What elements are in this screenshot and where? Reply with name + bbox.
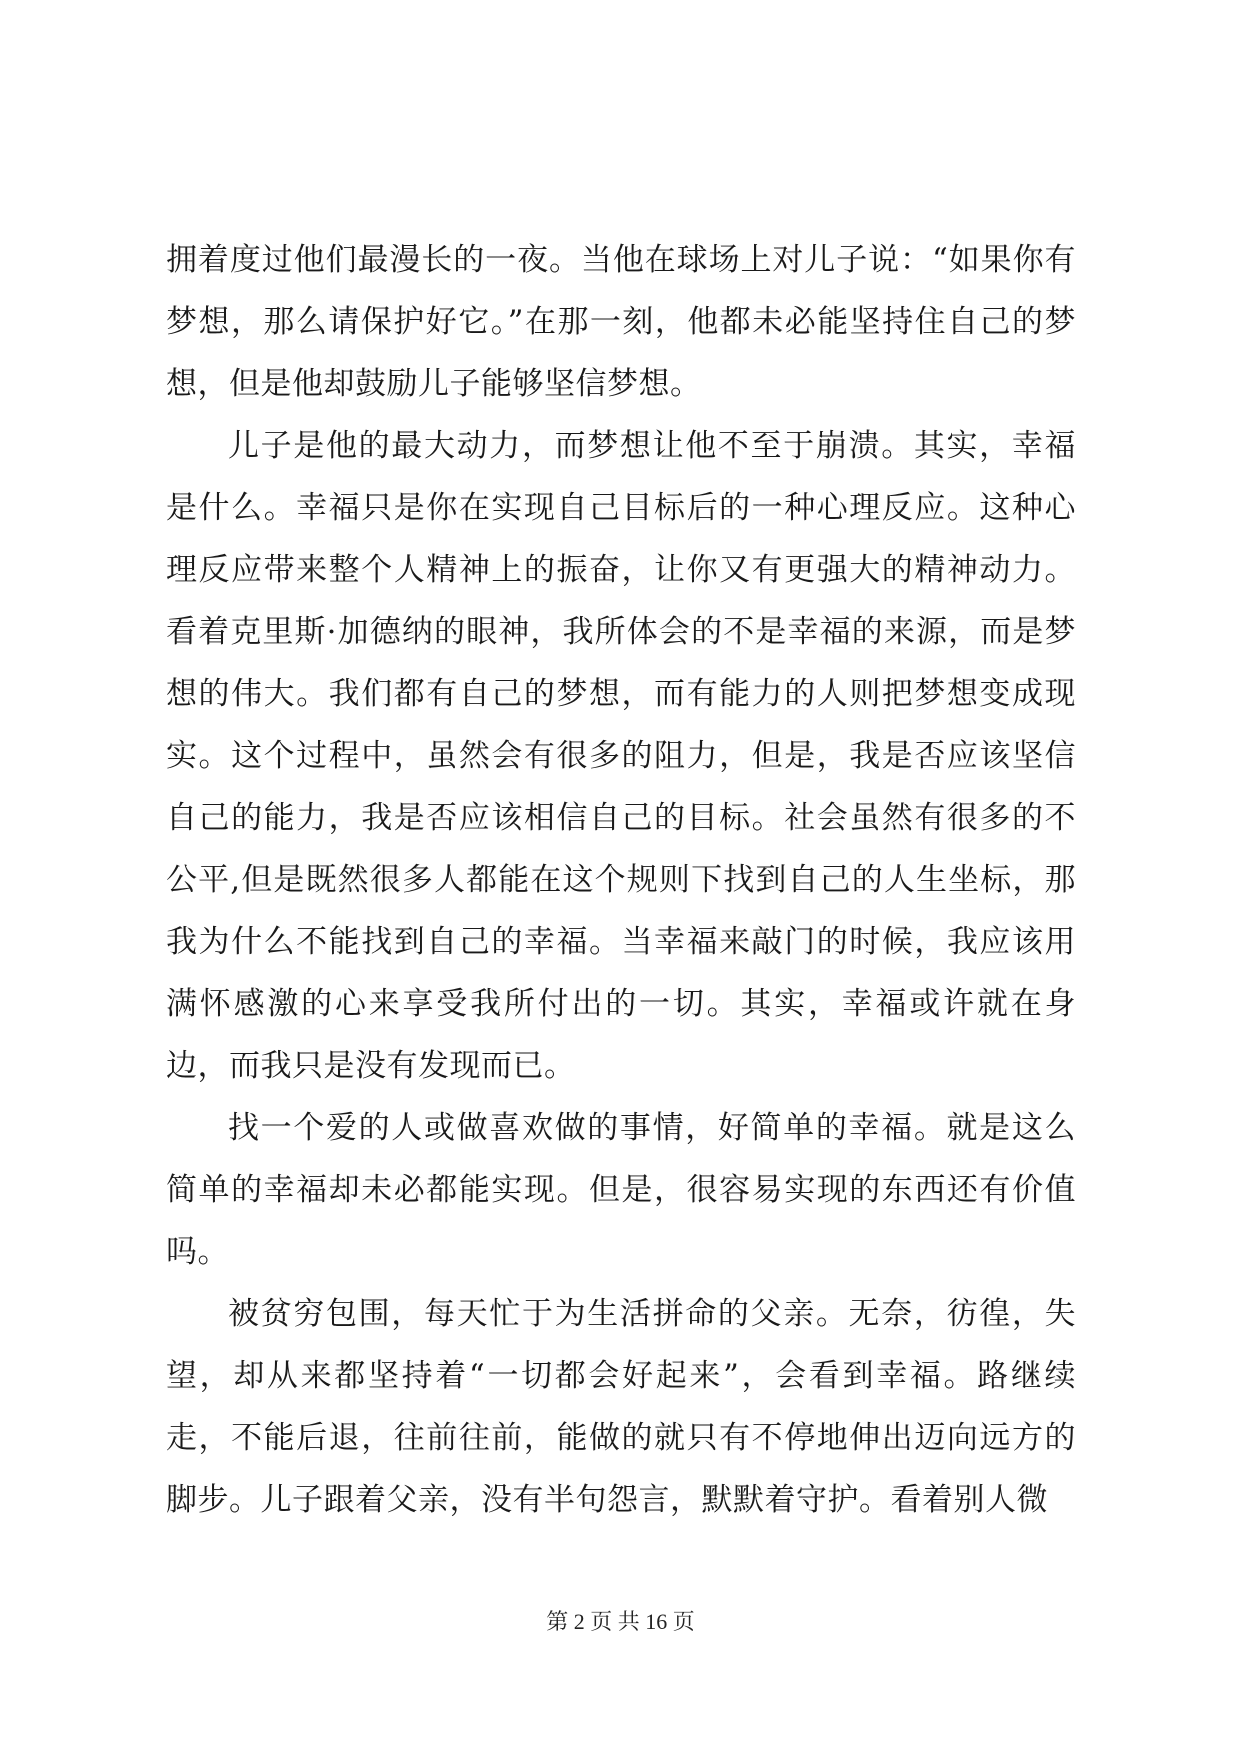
paragraph-1: 拥着度过他们最漫长的一夜。当他在球场上对儿子说：“如果你有梦想，那么请保护好它。”在那一刻，他都未必能坚持住自己的梦想，但是他却鼓励儿子能够坚信梦想。 [166,242,1076,402]
body-text [166,229,1076,1531]
paragraph-3: 找一个爱的人或做喜欢做的事情，好简单的幸福。就是这么简单的幸福却未必都能实现。但是，很容易实现的东西还有价值吗。 [166,1110,1076,1270]
paragraph-4: 被贫穷包围，每天忙于为生活拼命的父亲。无奈，彷徨，失望，却从来都坚持着“一切都会好起来”，会看到幸福。路继续走，不能后退，往前往前，能做的就只有不停地伸出迈向远方的脚步。儿子跟着父亲，没有半句怨言，默默着守护。看着别人微 [166,1296,1076,1518]
page-number-footer: 第 2 页 共 16 页 [546,1609,695,1634]
paragraph-2: 儿子是他的最大动力，而梦想让他不至于崩溃。其实，幸福是什么。幸福只是你在实现自己目标后的一种心理反应。这种心理反应带来整个人精神上的振奋，让你又有更强大的精神动力。看着克里斯·加德纳的眼神，我所体会的不是幸福的来源，而是梦想的伟大。我们都有自己的梦想，而有能力的人则把梦想变成现实。这个过程中，虽然会有很多的阻力，但是，我是否应该坚信自己的能力，我是否应该相信自己的目标。社会虽然有很多的不公平,但是既然很多人都能在这个规则下找到自己的人生坐标，那我为什么不能找到自己的幸福。当幸福来敲门的时候，我应该用满怀感激的心来享受我所付出的一切。其实，幸福或许就在身边，而我只是没有发现而已。 [166,428,1076,1084]
